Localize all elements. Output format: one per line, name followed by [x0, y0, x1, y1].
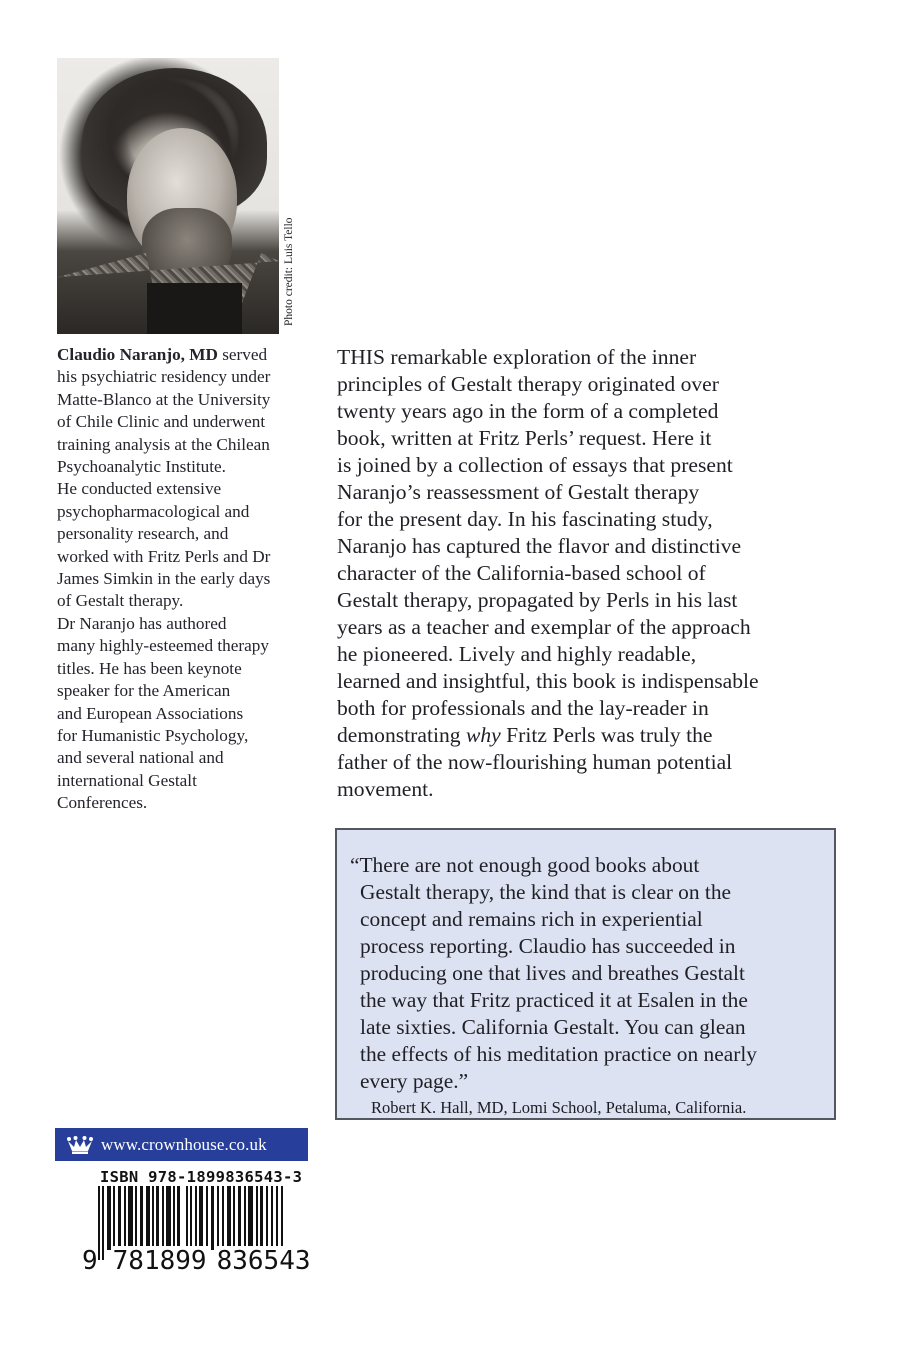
blurb-line: is joined by a collection of essays that present [337, 453, 733, 477]
blurb-line: for the present day. In his fascinating study, [337, 507, 713, 531]
quote-line: Gestalt therapy, the kind that is clear on the [360, 880, 732, 904]
blurb-line: he pioneered. Lively and highly readable, [337, 642, 697, 666]
bio-line: for Humanistic Psychology, [57, 725, 249, 745]
quote-line: late sixties. California Gestalt. You can glean [360, 1015, 746, 1039]
emphasis-why: why [465, 723, 501, 747]
photo-shirt [147, 283, 242, 334]
quote-line: the way that Fritz practiced it at Esalen in the [360, 988, 748, 1012]
bio-line: Claudio Naranjo, MD served [57, 345, 268, 364]
blurb-line: years as a teacher and exemplar of the approach [337, 615, 751, 639]
blurb-line: THIS remarkable exploration of the inner [337, 345, 697, 369]
crown-icon [67, 1136, 93, 1154]
bio-line: Matte-Blanco at the University [57, 389, 271, 409]
bio-line: titles. He has been keynote [57, 658, 242, 678]
author-photo [57, 58, 279, 334]
author-bio [57, 344, 327, 815]
bio-line: Psychoanalytic Institute. [57, 457, 226, 477]
quote-attribution: Robert K. Hall, MD, Lomi School, Petaluma, California. [371, 1098, 747, 1117]
bio-line: many highly-esteemed therapy [57, 636, 269, 656]
bio-line: and European Associations [57, 703, 244, 723]
bio-line: of Gestalt therapy. [57, 591, 184, 611]
barcode-number: 9 781899 836543 [82, 1246, 311, 1276]
quote-line: process reporting. Claudio has succeeded in [360, 934, 736, 958]
publisher-banner [55, 1128, 308, 1161]
bio-line: speaker for the American [57, 681, 231, 701]
book-description [337, 344, 857, 803]
bio-line: James Simkin in the early days [57, 569, 271, 589]
quote-line: the effects of his meditation practice on nearly [360, 1042, 757, 1066]
bio-line: international Gestalt [57, 770, 197, 790]
bio-line: personality research, and [57, 524, 229, 544]
quote-line: producing one that lives and breathes Gestalt [360, 961, 745, 985]
blurb-line: character of the California-based school of [337, 561, 706, 585]
quote-line: concept and remains rich in experiential [360, 907, 703, 931]
blurb-line: twenty years ago in the form of a completed [337, 399, 719, 423]
bio-line: of Chile Clinic and underwent [57, 412, 266, 432]
isbn-label: ISBN 978-1899836543-3 [100, 1168, 303, 1186]
blurb-line: Gestalt therapy, propagated by Perls in his last [337, 588, 738, 612]
bio-line: worked with Fritz Perls and Dr [57, 546, 271, 566]
bio-line: training analysis at the Chilean [57, 434, 270, 454]
quote-line: “There are not enough good books about [350, 853, 700, 877]
bio-line: Conferences. [57, 793, 148, 813]
blurb-line: principles of Gestalt therapy originated over [337, 372, 719, 396]
blurb-line: demonstrating why Fritz Perls was truly the [337, 723, 713, 747]
quote-line: every page.” [360, 1069, 469, 1093]
author-name: Claudio Naranjo, MD [57, 345, 218, 364]
endorsement-quote-box [335, 828, 836, 1120]
bio-line: psychopharmacological and [57, 501, 250, 521]
bio-line: his psychiatric residency under [57, 367, 271, 387]
blurb-line: both for professionals and the lay-reader in [337, 696, 709, 720]
blurb-line: Naranjo’s reassessment of Gestalt therapy [337, 480, 700, 504]
bio-line: Dr Naranjo has authored [57, 613, 227, 633]
publisher-url[interactable]: www.crownhouse.co.uk [101, 1134, 267, 1154]
blurb-line: father of the now-flourishing human potential [337, 750, 733, 774]
blurb-line: book, written at Fritz Perls’ request. Here it [337, 426, 712, 450]
blurb-line: movement. [337, 777, 434, 801]
blurb-line: learned and insightful, this book is indispensable [337, 669, 759, 693]
blurb-line: Naranjo has captured the flavor and distinctive [337, 534, 742, 558]
photo-credit: Photo credit: Luis Tello [283, 217, 295, 326]
bio-line: He conducted extensive [57, 479, 222, 499]
bio-line: and several national and [57, 748, 224, 768]
